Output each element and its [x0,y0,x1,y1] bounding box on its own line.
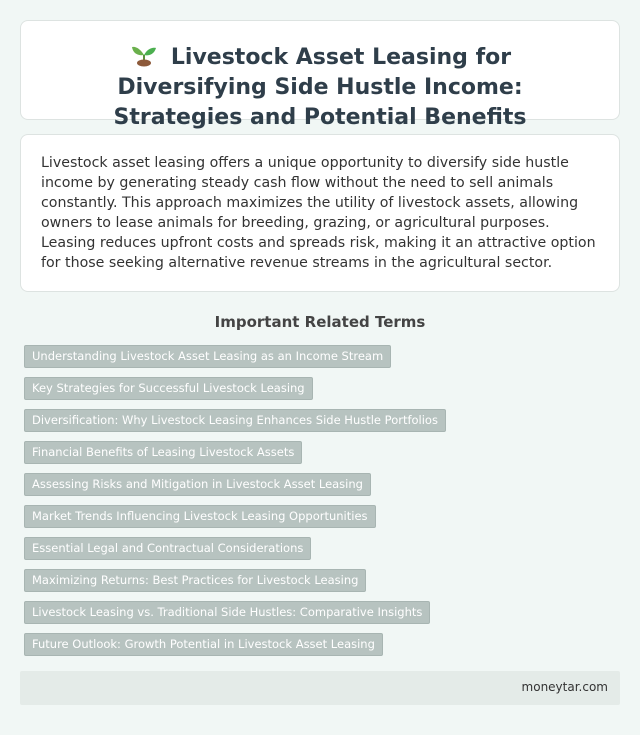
related-term-link[interactable]: Essential Legal and Contractual Considerations [24,537,311,560]
related-term-link[interactable]: Future Outlook: Growth Potential in Livestock Asset Leasing [24,633,383,656]
footer [20,671,620,705]
related-term-link[interactable]: Market Trends Influencing Livestock Leasing Opportunities [24,505,376,528]
related-term-link[interactable]: Financial Benefits of Leasing Livestock Assets [24,441,302,464]
related-term-link[interactable]: Livestock Leasing vs. Traditional Side Hustles: Comparative Insights [24,601,430,624]
related-term-link[interactable]: Understanding Livestock Asset Leasing as an Income Stream [24,345,391,368]
related-terms-heading: Important Related Terms [214,313,426,331]
title-card [20,20,620,130]
sprout-icon [129,43,159,67]
footer-site-name: moneytar.com [521,680,608,694]
page-title-text: Livestock Asset Leasing for Diversifying Side Hustle Income: Strategies and Potential Benefits [113,45,527,130]
related-term-link[interactable]: Key Strategies for Successful Livestock Leasing [24,377,313,400]
intro-paragraph: Livestock asset leasing offers a unique opportunity to diversify side hustle income by generating steady cash flow without the need to sell animals constantly. This approach maximizes the utility of livestock assets, allowing owners to lease animals for breeding, grazing, or agricultural purposes. Leasing reduces upfront costs and spreads risk, making it an attractive option for those seeking alternative revenue streams in the agricultural sector. [41,155,596,271]
intro-card [20,134,620,292]
related-term-link[interactable]: Maximizing Returns: Best Practices for Livestock Leasing [24,569,366,592]
related-terms-list [24,345,614,665]
page-title [21,43,619,133]
related-term-link[interactable]: Assessing Risks and Mitigation in Livestock Asset Leasing [24,473,371,496]
related-term-link[interactable]: Diversification: Why Livestock Leasing Enhances Side Hustle Portfolios [24,409,446,432]
